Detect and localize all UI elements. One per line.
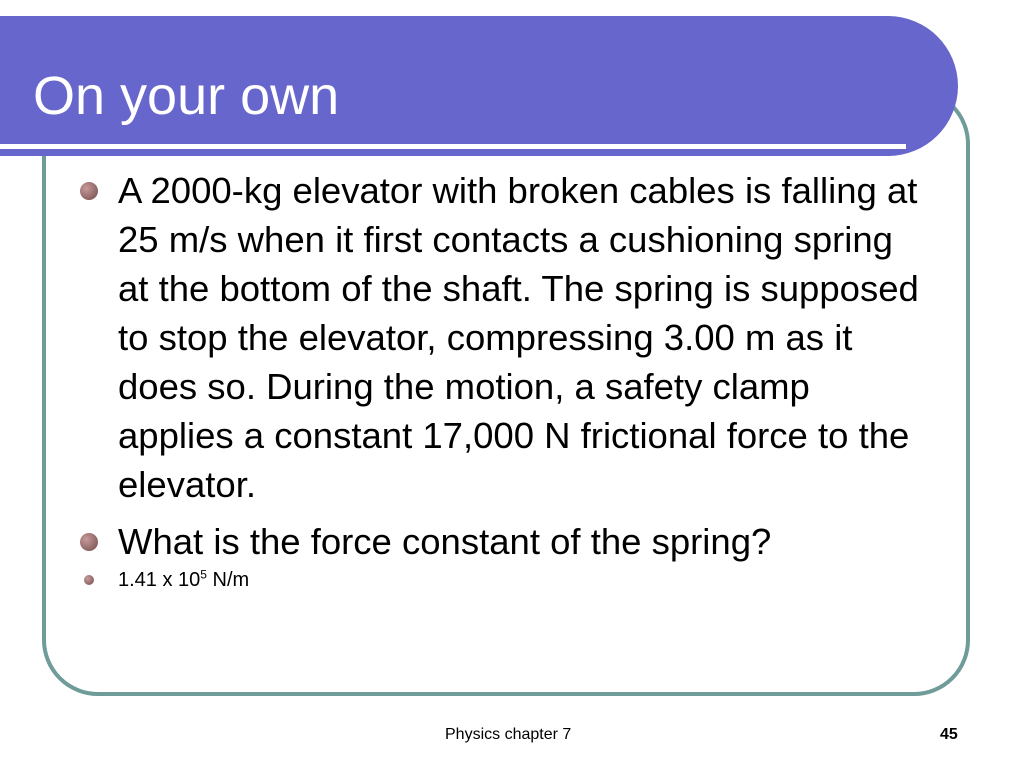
bullet-text: What is the force constant of the spring? xyxy=(118,521,772,562)
slide-title: On your own xyxy=(33,66,340,126)
bullet-problem-statement xyxy=(80,166,930,509)
title-underline xyxy=(0,144,906,149)
answer-exponent: 5 xyxy=(200,567,207,582)
page-number: 45 xyxy=(940,726,958,743)
bullet-dot-icon xyxy=(80,533,98,551)
bullet-text: A 2000-kg elevator with broken cables is falling at 25 m/s when it first contacts a cushioning spring at the bottom of the shaft. The spring is supposed to stop the elevator, compressing 3.00 m as it does so. During the motion, a safety clamp applies a constant 17,000 N frictional force to the elevator. xyxy=(118,170,919,505)
bullet-answer xyxy=(80,568,930,592)
answer-base: 1.41 x 10 xyxy=(118,569,201,591)
bullet-dot-icon xyxy=(80,182,98,200)
bullet-list xyxy=(80,166,930,592)
bullet-dot-icon xyxy=(84,575,94,585)
bullet-question xyxy=(80,517,930,566)
title-bar xyxy=(0,16,958,156)
answer-unit: N/m xyxy=(206,569,250,591)
footer-text: Physics chapter 7 xyxy=(445,726,572,743)
